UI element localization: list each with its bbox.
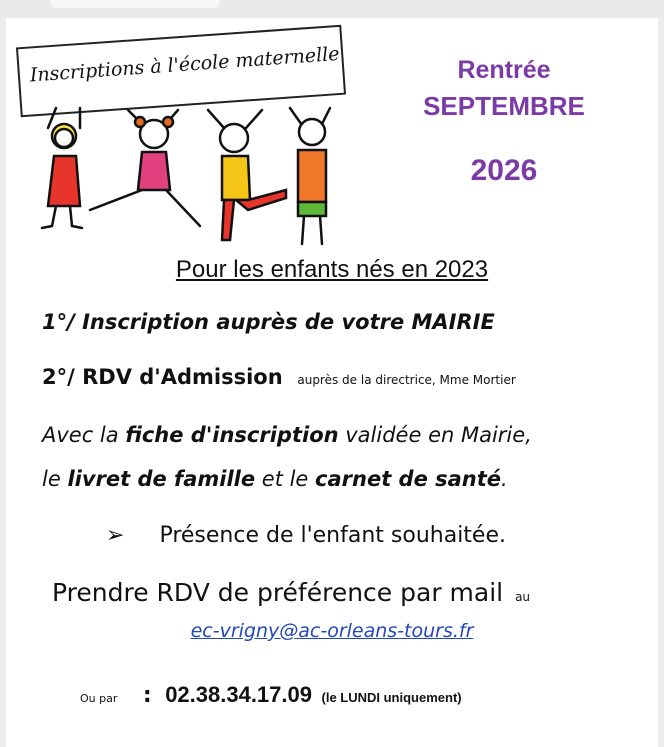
step-1-mairie: 1°/ Inscription auprès de votre MAIRIE <box>42 310 495 334</box>
child-4-figure <box>290 108 330 244</box>
children-illustration <box>18 98 338 248</box>
contact-prefix: Prendre RDV de préférence par mail <box>52 578 504 607</box>
livret-famille: livret de famille <box>67 467 256 491</box>
documents-text: . <box>501 467 508 491</box>
fiche-inscription: fiche d'inscription <box>125 423 339 447</box>
step-2-main: 2°/ RDV d'Admission <box>42 365 283 389</box>
child-2-figure <box>90 110 200 226</box>
rentree-label: Rentrée <box>457 56 551 84</box>
documents-text: le <box>42 467 68 491</box>
documents-line-1 <box>42 423 532 447</box>
bullet-arrow-icon: ➢ <box>106 523 125 548</box>
documents-text: et le <box>255 467 316 491</box>
contact-email-link[interactable]: ec-vrigny@ac-orleans-tours.fr <box>190 620 474 642</box>
status-pill <box>50 0 220 8</box>
step-2-admission <box>42 365 516 389</box>
status-bar <box>0 0 664 18</box>
child-1-figure <box>42 108 82 228</box>
phone-prefix: Ou par <box>80 692 118 705</box>
contact-line <box>52 578 530 607</box>
phone-note: (le LUNDI uniquement) <box>321 690 462 705</box>
child-3-figure <box>208 110 286 240</box>
step-2-note: auprès de la directrice, Mme Mortier <box>297 373 516 387</box>
presence-line <box>106 523 506 548</box>
target-children-heading: Pour les enfants nés en 2023 <box>175 256 489 283</box>
flyer <box>6 18 658 747</box>
rentree-year: 2026 <box>470 154 538 187</box>
phone-colon: : <box>142 683 152 708</box>
contact-suffix: au <box>515 590 531 604</box>
documents-text: validée en Mairie, <box>338 423 532 447</box>
documents-text: Avec la <box>42 423 126 447</box>
carnet-sante: carnet de santé <box>315 467 502 491</box>
documents-line-2 <box>42 467 508 491</box>
phone-line <box>80 682 462 708</box>
presence-text: Présence de l'enfant souhaitée. <box>159 523 506 548</box>
banner-text: Inscriptions à l'école maternelle <box>29 42 341 87</box>
rentree-month: SEPTEMBRE <box>423 91 585 121</box>
phone-number[interactable]: 02.38.34.17.09 <box>165 682 312 707</box>
